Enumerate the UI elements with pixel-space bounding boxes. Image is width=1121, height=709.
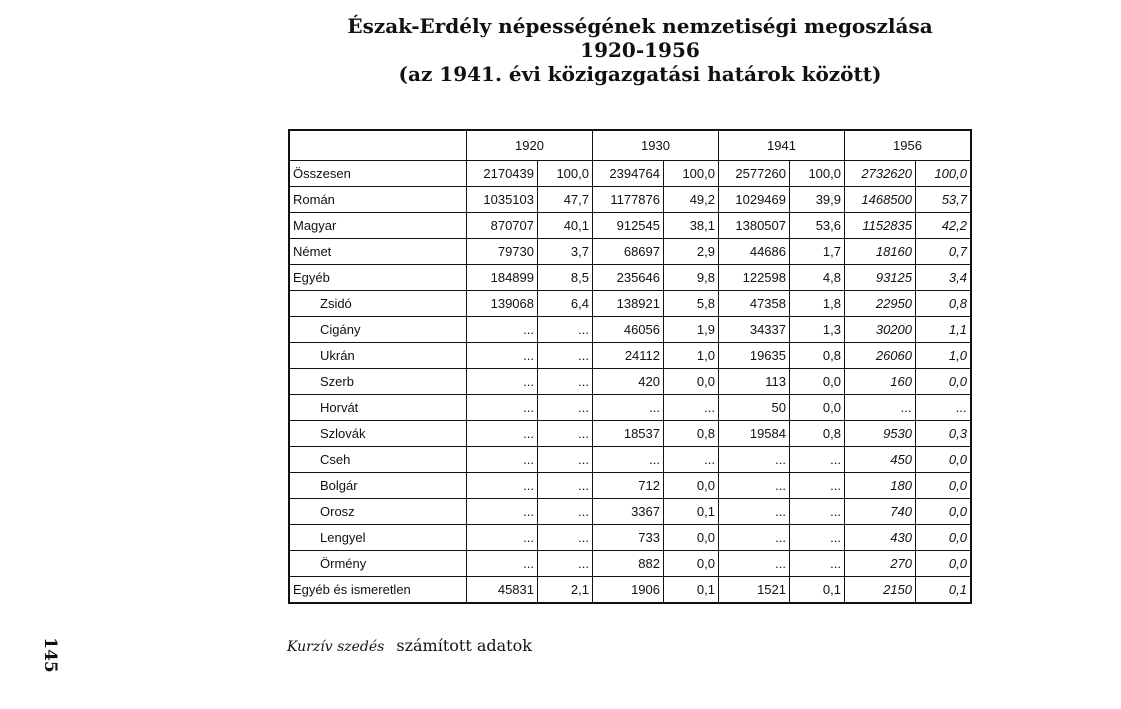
count-cell: 47358 bbox=[719, 291, 790, 317]
count-cell: 870707 bbox=[467, 213, 538, 239]
count-cell: 68697 bbox=[593, 239, 664, 265]
percent-cell: 42,2 bbox=[916, 213, 972, 239]
table-row bbox=[289, 525, 971, 551]
count-cell: 3367 bbox=[593, 499, 664, 525]
count-cell: ... bbox=[593, 447, 664, 473]
percent-cell: 0,0 bbox=[916, 369, 972, 395]
percent-cell: 100,0 bbox=[916, 161, 972, 187]
count-cell: ... bbox=[467, 525, 538, 551]
percent-cell: 0,0 bbox=[664, 369, 719, 395]
percent-cell: ... bbox=[790, 499, 845, 525]
percent-cell: ... bbox=[790, 447, 845, 473]
percent-cell: 0,0 bbox=[664, 473, 719, 499]
count-cell: ... bbox=[467, 343, 538, 369]
percent-cell: ... bbox=[538, 525, 593, 551]
percent-cell: ... bbox=[664, 395, 719, 421]
percent-cell: 0,7 bbox=[916, 239, 972, 265]
table-row bbox=[289, 473, 971, 499]
count-cell: ... bbox=[593, 395, 664, 421]
percent-cell: ... bbox=[790, 525, 845, 551]
count-cell: 235646 bbox=[593, 265, 664, 291]
count-cell: 1468500 bbox=[845, 187, 916, 213]
percent-cell: 0,1 bbox=[916, 577, 972, 604]
percent-cell: 1,0 bbox=[664, 343, 719, 369]
count-cell: ... bbox=[719, 473, 790, 499]
percent-cell: ... bbox=[538, 447, 593, 473]
percent-cell: 0,8 bbox=[790, 343, 845, 369]
table-row bbox=[289, 369, 971, 395]
count-cell: 113 bbox=[719, 369, 790, 395]
count-cell: 712 bbox=[593, 473, 664, 499]
percent-cell: 2,9 bbox=[664, 239, 719, 265]
count-cell: 430 bbox=[845, 525, 916, 551]
count-cell: ... bbox=[719, 551, 790, 577]
count-cell: ... bbox=[467, 447, 538, 473]
count-cell: 46056 bbox=[593, 317, 664, 343]
count-cell: ... bbox=[467, 473, 538, 499]
population-table bbox=[288, 129, 972, 604]
percent-cell: 1,3 bbox=[790, 317, 845, 343]
percent-cell: ... bbox=[538, 343, 593, 369]
row-label: Cigány bbox=[289, 317, 467, 343]
percent-cell: 100,0 bbox=[664, 161, 719, 187]
count-cell: 26060 bbox=[845, 343, 916, 369]
count-cell: 2170439 bbox=[467, 161, 538, 187]
row-label: Román bbox=[289, 187, 467, 213]
document-title bbox=[300, 14, 980, 86]
table-row bbox=[289, 395, 971, 421]
row-label: Egyéb bbox=[289, 265, 467, 291]
count-cell: 1152835 bbox=[845, 213, 916, 239]
count-cell: 2577260 bbox=[719, 161, 790, 187]
percent-cell: 1,1 bbox=[916, 317, 972, 343]
percent-cell: 0,8 bbox=[664, 421, 719, 447]
table-row bbox=[289, 213, 971, 239]
count-cell: 450 bbox=[845, 447, 916, 473]
percent-cell: 47,7 bbox=[538, 187, 593, 213]
count-cell: 1521 bbox=[719, 577, 790, 604]
count-cell: 18537 bbox=[593, 421, 664, 447]
year-header-1941: 1941 bbox=[719, 130, 845, 161]
row-label: Cseh bbox=[289, 447, 467, 473]
table-row bbox=[289, 551, 971, 577]
percent-cell: 5,8 bbox=[664, 291, 719, 317]
count-cell: 912545 bbox=[593, 213, 664, 239]
count-cell: ... bbox=[719, 525, 790, 551]
row-label: Horvát bbox=[289, 395, 467, 421]
count-cell: 420 bbox=[593, 369, 664, 395]
count-cell: 270 bbox=[845, 551, 916, 577]
percent-cell: 0,0 bbox=[916, 499, 972, 525]
percent-cell: 1,0 bbox=[916, 343, 972, 369]
row-label: Bolgár bbox=[289, 473, 467, 499]
table-row bbox=[289, 447, 971, 473]
count-cell: 50 bbox=[719, 395, 790, 421]
count-cell: 733 bbox=[593, 525, 664, 551]
count-cell: ... bbox=[467, 551, 538, 577]
count-cell: ... bbox=[845, 395, 916, 421]
count-cell: ... bbox=[467, 421, 538, 447]
table-row bbox=[289, 187, 971, 213]
table-row bbox=[289, 291, 971, 317]
table-row bbox=[289, 577, 971, 604]
footnote-text: számított adatok bbox=[396, 636, 532, 655]
row-label: Német bbox=[289, 239, 467, 265]
percent-cell: ... bbox=[538, 317, 593, 343]
percent-cell: 0,0 bbox=[664, 551, 719, 577]
count-cell: 2732620 bbox=[845, 161, 916, 187]
percent-cell: ... bbox=[664, 447, 719, 473]
title-line-1: Észak-Erdély népességének nemzetiségi megoszlása bbox=[347, 14, 933, 38]
count-cell: 122598 bbox=[719, 265, 790, 291]
count-cell: 1906 bbox=[593, 577, 664, 604]
table-row bbox=[289, 499, 971, 525]
count-cell: 44686 bbox=[719, 239, 790, 265]
table-body bbox=[289, 161, 971, 604]
row-label: Zsidó bbox=[289, 291, 467, 317]
count-cell: ... bbox=[719, 447, 790, 473]
percent-cell: 0,8 bbox=[790, 421, 845, 447]
row-label: Örmény bbox=[289, 551, 467, 577]
percent-cell: 0,0 bbox=[790, 395, 845, 421]
count-cell: ... bbox=[719, 499, 790, 525]
percent-cell: 9,8 bbox=[664, 265, 719, 291]
table-header-row bbox=[289, 130, 971, 161]
count-cell: 18160 bbox=[845, 239, 916, 265]
table-row bbox=[289, 239, 971, 265]
table-row bbox=[289, 317, 971, 343]
percent-cell: 100,0 bbox=[790, 161, 845, 187]
percent-cell: 1,9 bbox=[664, 317, 719, 343]
percent-cell: 53,6 bbox=[790, 213, 845, 239]
count-cell: 138921 bbox=[593, 291, 664, 317]
percent-cell: 0,8 bbox=[916, 291, 972, 317]
count-cell: 180 bbox=[845, 473, 916, 499]
percent-cell: ... bbox=[538, 499, 593, 525]
percent-cell: ... bbox=[538, 421, 593, 447]
percent-cell: 0,3 bbox=[916, 421, 972, 447]
count-cell: 740 bbox=[845, 499, 916, 525]
row-label: Magyar bbox=[289, 213, 467, 239]
title-line-3: (az 1941. évi közigazgatási határok között) bbox=[398, 62, 882, 86]
footnote bbox=[287, 636, 532, 655]
percent-cell: 0,0 bbox=[790, 369, 845, 395]
row-label: Lengyel bbox=[289, 525, 467, 551]
count-cell: ... bbox=[467, 369, 538, 395]
percent-cell: 0,0 bbox=[916, 447, 972, 473]
percent-cell: 1,8 bbox=[790, 291, 845, 317]
percent-cell: ... bbox=[538, 369, 593, 395]
count-cell: 24112 bbox=[593, 343, 664, 369]
count-cell: 1177876 bbox=[593, 187, 664, 213]
count-cell: 30200 bbox=[845, 317, 916, 343]
year-header-1956: 1956 bbox=[845, 130, 972, 161]
count-cell: ... bbox=[467, 499, 538, 525]
count-cell: 2150 bbox=[845, 577, 916, 604]
percent-cell: 0,1 bbox=[664, 577, 719, 604]
table-row bbox=[289, 161, 971, 187]
count-cell: 2394764 bbox=[593, 161, 664, 187]
row-label: Szlovák bbox=[289, 421, 467, 447]
header-empty-cell bbox=[289, 130, 467, 161]
percent-cell: 0,0 bbox=[916, 525, 972, 551]
row-label: Orosz bbox=[289, 499, 467, 525]
percent-cell: 0,1 bbox=[664, 499, 719, 525]
row-label: Összesen bbox=[289, 161, 467, 187]
table-row bbox=[289, 265, 971, 291]
percent-cell: 8,5 bbox=[538, 265, 593, 291]
count-cell: 45831 bbox=[467, 577, 538, 604]
count-cell: 1029469 bbox=[719, 187, 790, 213]
percent-cell: 100,0 bbox=[538, 161, 593, 187]
percent-cell: ... bbox=[790, 473, 845, 499]
percent-cell: 1,7 bbox=[790, 239, 845, 265]
percent-cell: 3,4 bbox=[916, 265, 972, 291]
count-cell: 34337 bbox=[719, 317, 790, 343]
percent-cell: 39,9 bbox=[790, 187, 845, 213]
count-cell: 184899 bbox=[467, 265, 538, 291]
percent-cell: ... bbox=[538, 473, 593, 499]
percent-cell: 53,7 bbox=[916, 187, 972, 213]
percent-cell: 38,1 bbox=[664, 213, 719, 239]
percent-cell: 6,4 bbox=[538, 291, 593, 317]
count-cell: 1380507 bbox=[719, 213, 790, 239]
count-cell: ... bbox=[467, 395, 538, 421]
row-label: Egyéb és ismeretlen bbox=[289, 577, 467, 604]
count-cell: 160 bbox=[845, 369, 916, 395]
count-cell: 9530 bbox=[845, 421, 916, 447]
page-number: 145 bbox=[39, 637, 60, 673]
table-row bbox=[289, 421, 971, 447]
percent-cell: 49,2 bbox=[664, 187, 719, 213]
year-header-1930: 1930 bbox=[593, 130, 719, 161]
title-line-2: 1920-1956 bbox=[580, 38, 700, 62]
row-label: Szerb bbox=[289, 369, 467, 395]
percent-cell: 3,7 bbox=[538, 239, 593, 265]
count-cell: 19635 bbox=[719, 343, 790, 369]
count-cell: 1035103 bbox=[467, 187, 538, 213]
footnote-emphasis: Kurzív szedés bbox=[287, 639, 385, 655]
percent-cell: 2,1 bbox=[538, 577, 593, 604]
count-cell: ... bbox=[467, 317, 538, 343]
count-cell: 139068 bbox=[467, 291, 538, 317]
count-cell: 19584 bbox=[719, 421, 790, 447]
count-cell: 22950 bbox=[845, 291, 916, 317]
percent-cell: ... bbox=[916, 395, 972, 421]
percent-cell: 40,1 bbox=[538, 213, 593, 239]
count-cell: 882 bbox=[593, 551, 664, 577]
count-cell: 93125 bbox=[845, 265, 916, 291]
percent-cell: 4,8 bbox=[790, 265, 845, 291]
percent-cell: ... bbox=[538, 551, 593, 577]
row-label: Ukrán bbox=[289, 343, 467, 369]
percent-cell: 0,0 bbox=[664, 525, 719, 551]
percent-cell: ... bbox=[790, 551, 845, 577]
year-header-1920: 1920 bbox=[467, 130, 593, 161]
table-row bbox=[289, 343, 971, 369]
percent-cell: 0,0 bbox=[916, 473, 972, 499]
percent-cell: 0,0 bbox=[916, 551, 972, 577]
percent-cell: 0,1 bbox=[790, 577, 845, 604]
percent-cell: ... bbox=[538, 395, 593, 421]
count-cell: 79730 bbox=[467, 239, 538, 265]
